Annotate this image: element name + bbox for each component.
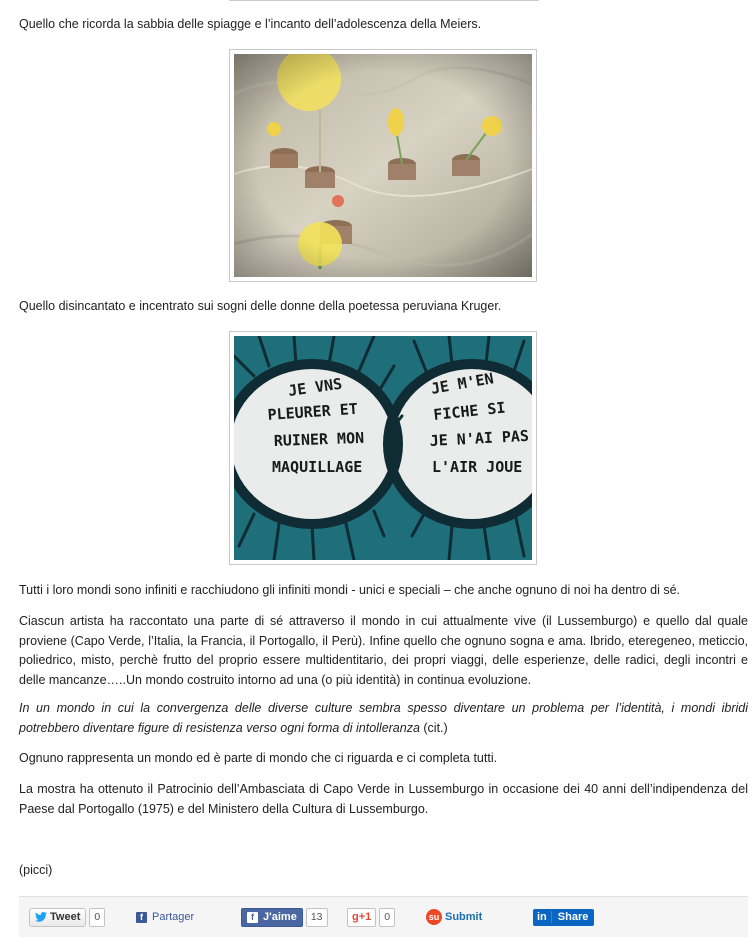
linkedin-icon: in [533,911,552,923]
quote-text: In un mondo in cui la convergenza delle diverse culture sembra spesso diventare un problema per l’identità, i mondi ibridi potrebbero diventare figure di resistenza verso ogni forma di intolleranza [19,701,748,735]
facebook-like-count: 13 [306,908,328,927]
image-eyes-artwork[interactable] [229,331,537,565]
gplus-button[interactable] [347,908,376,927]
author-signature: (picci) [19,863,53,877]
tweet-widget [29,908,105,926]
tweet-label: Tweet [50,911,81,923]
sand-pots-image [234,54,532,277]
social-share-bar [19,896,748,937]
tweet-button[interactable] [29,908,86,927]
paragraph-represents: Ognuno rappresenta un mondo ed è parte di mondo che ci riguarda e ci completa tutti. [19,751,498,765]
paragraph-dreams: Quello disincantato e incentrato sui sogni delle donne della poetessa peruviana Kruger. [19,299,502,313]
paragraph-sand: Quello che ricorda la sabbia delle spiagge e l’incanto dell’adolescenza della Meiers. [19,17,482,31]
linkedin-label: Share [557,911,589,923]
eyes-artwork-image [234,336,532,560]
facebook-share-link[interactable]: Partager [152,911,195,923]
previous-image-frame [229,0,539,1]
svg-text:RUINER MON: RUINER MON [273,428,365,450]
gplus-icon: g [352,911,359,923]
facebook-like-button[interactable] [241,908,303,927]
stumbleupon-widget [426,908,482,926]
gplus-widget [347,908,395,926]
svg-text:PLEURER ET: PLEURER ET [267,399,359,424]
linkedin-widget [533,908,594,926]
paragraph-patronage: La mostra ha ottenuto il Patrocinio dell’Ambasciata di Capo Verde in Lussemburgo in occasione dei 40 anni dell’indipendenza del Paese dal Portogallo (1975) e del Ministero della Cultura di Lussemburgo. [19,782,748,816]
svg-text:L'AIR JOUE: L'AIR JOUE [432,458,523,476]
facebook-icon: f [136,912,147,923]
linkedin-share-button[interactable] [533,909,594,926]
gplus-label: +1 [358,911,372,923]
stumbleupon-submit-button[interactable] [426,909,482,925]
paragraph-infinite-worlds: Tutti i loro mondi sono infiniti e racchiudono gli infiniti mondi - unici e speciali – che anche ognuno di noi ha dentro di sé. [19,583,681,597]
svg-text:JE VNS: JE VNS [287,374,344,400]
twitter-bird-icon [35,912,47,922]
facebook-like-label: J'aime [263,911,297,923]
svg-text:FICHE SI: FICHE SI [432,398,507,424]
facebook-like-widget [241,908,328,926]
svg-text:JE M'EN: JE M'EN [429,369,495,398]
paragraph-quote [19,699,748,738]
svg-text:JE N'AI PAS: JE N'AI PAS [429,426,530,450]
image-sand-installation[interactable] [229,49,537,282]
gplus-count: 0 [379,908,395,927]
quote-citation: (cit.) [419,720,448,735]
facebook-share-widget [136,908,194,926]
facebook-like-icon: f [247,912,258,923]
paragraph-artists: Ciascun artista ha raccontato una parte di sé attraverso il mondo in cui attualmente vive (il Lussemburgo) e quello dal quale proviene (Capo Verde, l’Italia, la Francia, il Portogallo, il Perù). Infine quello che ognuno sogna e ama. Ibrido, eteregeneo, meticcio, poliedrico, misto, perchè frutto del proprio essere multidentitario, dei propri viaggi, delle esperienze, delle radici, degli incontri e delle mancanze…..Un mondo costruito intorno ad una (o più identità) in continua evoluzione. [19,614,748,687]
stumbleupon-icon: su [426,909,442,925]
stumbleupon-label: Submit [445,911,483,923]
tweet-count: 0 [89,908,105,927]
svg-text:MAQUILLAGE: MAQUILLAGE [272,458,363,476]
